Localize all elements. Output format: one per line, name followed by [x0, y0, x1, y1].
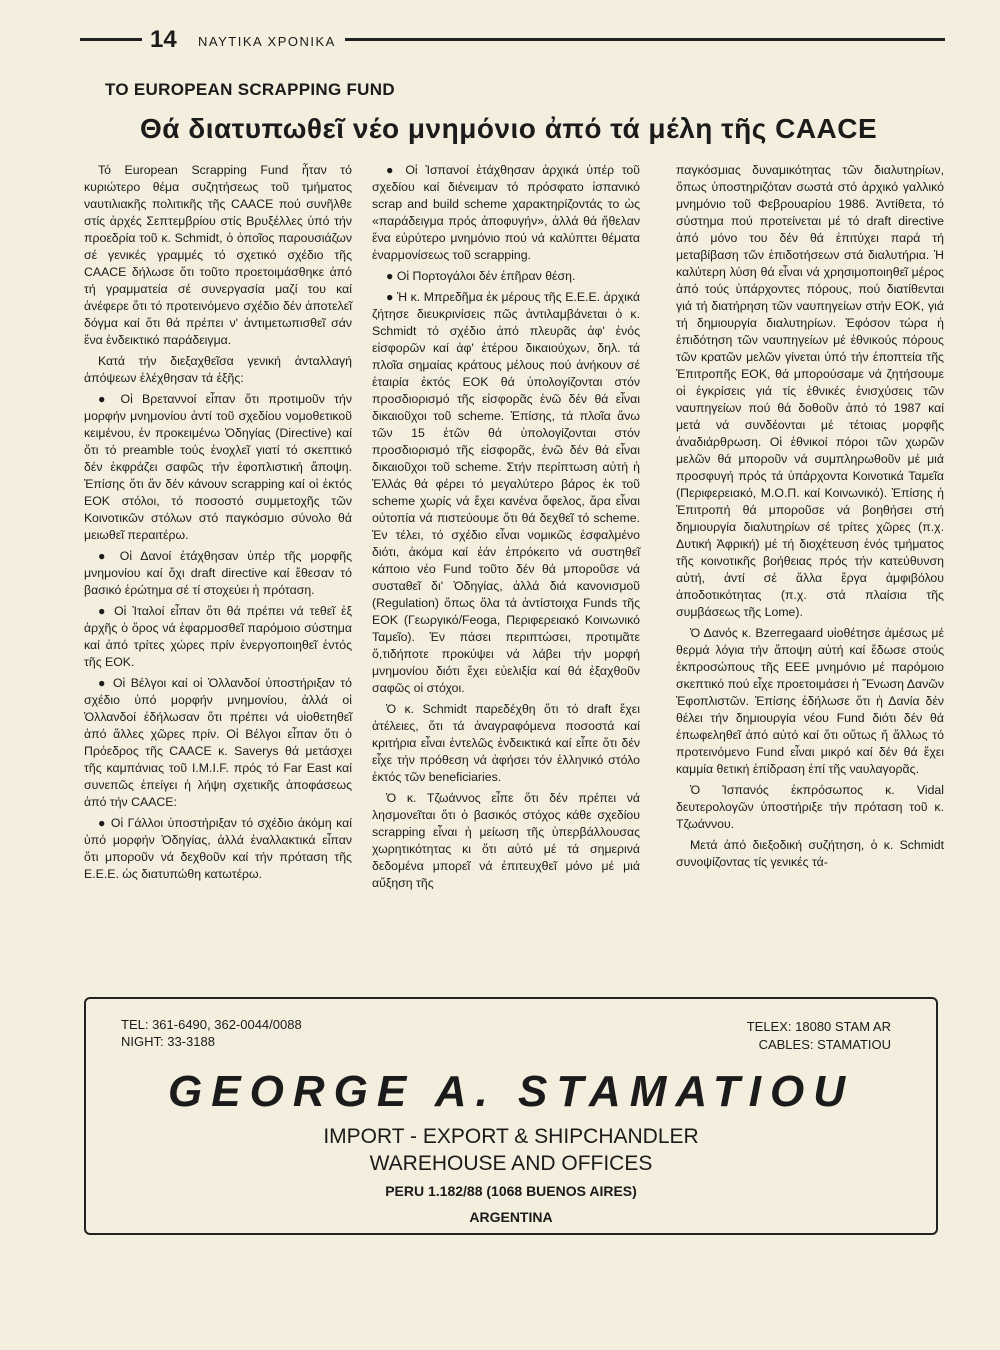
paragraph: Ὁ κ. Schmidt παρεδέχθη ὅτι τό draft ἔχει ἀτέλειες, ὅτι τά ἀναγραφόμενα ποσοστά καί κριτήρια εἶναι ἐντελῶς ἐνδεικτικά καί εἶπε ὅτι δέν εἶχε τήν πρόθεση νά ἀφήσει τόν ἑλληνικό στόλο ἐκτός τῶν beneficiaries.: [372, 702, 640, 784]
header-rule-left: [80, 38, 142, 41]
ad-telex: TELEX: 18080 STAM AR: [746, 1019, 891, 1034]
ad-night-phone: NIGHT: 33-3188: [121, 1034, 215, 1049]
paragraph: ● Οἱ Δανοί ἐτάχθησαν ὑπέρ τῆς μορφῆς μνημονίου καί ὄχι draft directive καί ἔθεσαν τό βασικό ἐρώτημα σέ τί στοχεύει ἡ πρόταση.: [84, 549, 352, 597]
magazine-title: ΝΑΥΤΙΚΑ ΧΡΟΝΙΚΑ: [198, 34, 336, 49]
paragraph: ● Οἱ Ἰσπανοί ἐτάχθησαν ἀρχικά ὑπέρ τοῦ σχεδίου καί διένειμαν τό πρόσφατο ἰσπανικό scrap and build scheme χαρακτηρίζοντάς το ὡς «παράδειγμα πρός ἀποφυγήν», ἀλλά θά ἤθελαν ἕνα εὐρύτερο μνημόνιο πού νά καλύπτει θέματα ἐναρμονίσεως τοῦ scrapping.: [372, 163, 640, 262]
ad-cables: CABLES: STAMATIOU: [758, 1037, 891, 1052]
article-column-2: [372, 162, 640, 896]
ad-telephone: TEL: 361-6490, 362-0044/0088: [121, 1017, 302, 1032]
ad-company-name: GEORGE A. STAMATIOU: [168, 1067, 854, 1116]
ad-country: ARGENTINA: [469, 1209, 553, 1225]
paragraph: Ὁ Δανός κ. Bzerregaard υἱοθέτησε ἀμέσως μέ θερμά λόγια τήν ἄποψη αὐτή καί ἔδωσε στούς ἐκπροσώπους τῆς ΕΕΕ μνημόνιο μέ παρόμοιο σκεπτικό πού εἶχε προετοιμάσει ἡ Ἕνωση Δανῶν Ἐφοπλιστῶν. Ἐπίσης ἐδήλωσε ὅτι ἡ Δανία δέν θέλει τήν δημιουργία νέου Fund διότι δέν θά ἐπωφεληθεῖ ἀπό αὐτό καί ὅτι οὕτως ἤ ἄλλως τό προτεινόμενο Fund εἶναι μικρό καί δέν θά ἔχει καμμία θετική ἐπίδραση ἐπί τῆς ναυλαγορᾶς.: [676, 626, 944, 776]
paragraph: Κατά τήν διεξαχθεῖσα γενική ἀνταλλαγή ἀπόψεων ἐλέχθησαν τά ἑξῆς:: [84, 354, 352, 385]
paragraph: ● Οἱ Βρεταννοί εἶπαν ὅτι προτιμοῦν τήν μορφήν μνημονίου ἀντί τοῦ σχεδίου νομοθετικοῦ κειμένου, ἐν προκειμένω Ὁδηγίας (Directive) καί ὅτι τό preamble τούς ἐνοχλεῖ γιατί τό σκεπτικό δέν ἐκφράζει σαφῶς τήν ἐφοπλιστική ἄποψη. Ἐπίσης ὅτι ἄν δέν κάνουν scrapping καί οἱ ἐκτός ΕΟΚ στόλοι, τό ποσοστό συμμετοχῆς τῶν Κοινοτικῶν στόλων στό παγκόσμιο σύνολο θά μειωθεῖ περαιτέρω.: [84, 392, 352, 542]
paragraph: ● Ἡ κ. Μπρεδῆμα ἐκ μέρους τῆς Ε.Ε.Ε. ἀρχικά ζήτησε διευκρινίσεις πῶς ἀντιλαμβάνεται ὁ κ. Schmidt τό σχέδιο ἀπό πλευρᾶς ἀφ' ἑνός εἰσφορῶν καί ἀφ' ἑτέρου δικαιούχων, δηλ. τά πλοῖα σημαίας κράτους μέλους πού ἀνήκουν σέ ἑταιρία ἐκτός ΕΟΚ θά ὑπολογίζονται στόν προσδιορισμό τῆς εἰσφορᾶς ἐνῶ δέν θά εἶναι δικαιοῦχοι τοῦ scheme. Ἐπίσης, τά πλοῖα ἄνω τῶν 15 ἐτῶν θά ὑπολογίζονται στόν προσδιορισμό τῆς εἰσφορᾶς, ἐνῶ δέν θά εἶναι δικαιοῦχοι τοῦ scheme. Στήν περίπτωση αὐτή ἡ Ἑλλάς θά φέρει τό μεγαλύτερο βάρος ἐκ τοῦ scheme χωρίς νά ἔχει κανένα ὄφελος, ἄρα εἶναι οὐτοπία νά πιστεύουμε ὅτι θά δεχθεῖ τό scheme. Ἐν τέλει, τό σχέδιο εἶναι νομικῶς ἐσφαλμένο διότι, ἀκόμα καί ἐάν ἐπρόκειτο νά συστηθεῖ κάποιο νέο Fund τοῦτο δέν θά μποροῦσε νά συσταθεῖ δι' Ὁδηγίας, ἀλλά διά κανονισμοῦ (Regulation) ὅπως ὅλα τά ἀντίστοιχα Funds τῆς ΕΟΚ (Γεωργικό/Feoga, Περιφερειακό Κοινωνικό Ταμεῖο). Ἐν πάσει περιπτώσει, προτιμᾶτε ὅ,τιδήποτε προκύψει νά λάβει τήν μορφή μνημονίου διότι ἔχει εὐελιξία καί θά ἐξαχθοῦν σαφῶς οἱ στόχοι.: [372, 290, 640, 695]
ad-address: PERU 1.182/88 (1068 BUENOS AIRES): [385, 1183, 637, 1199]
paragraph: ● Οἱ Ἰταλοί εἶπαν ὅτι θά πρέπει νά τεθεῖ ἐξ ἀρχῆς ὁ ὅρος νά ἐφαρμοσθεῖ παρόμοιο σύστημα καί ἀπό τρίτες χώρες πρίν ἐνεργοποιηθεῖ ἐντός τῆς ΕΟΚ.: [84, 604, 352, 669]
paragraph: ● Οἱ Βέλγοι καί οἱ Ὁλλανδοί ὑποστήριξαν τό σχέδιο ὑπό μορφήν μνημονίου, ἀλλά οἱ Ὁλλανδοί ἐδήλωσαν ὅτι πρέπει νά υἱοθετηθεῖ ἀπό ἄλλες χῶρες πρίν. Οἱ Βέλγοι εἶπαν ὅτι ὁ Πρόεδρος τῆς CAACE κ. Saverys θά μετάσχει τῆς καμπάνιας τοῦ I.M.I.F. πρός τό Far East καί συνεπῶς ἐπείγει ἡ λήψη σχετικῆς ἀποφάσεως ἀπό τήν CAACE:: [84, 676, 352, 809]
paragraph: παγκόσμιας δυναμικότητας τῶν διαλυτηρίων, ὅπως ὑποστηριζόταν σωστά στό ἀρχικό γαλλικό μνημόνιο τοῦ Φεβρουαρίου 1986. Ἀντίθετα, τό σύστημα πού προτείνεται μέ τό draft directive ἀπό μόνο του δέν θά ἐπιτύχει παρά τή μεταβίβαση τῶν ἐπιδοτήσεων στά διαλυτήρια. Ἡ καλύτερη λύση θά εἶναι νά χρησιμοποιηθεῖ μέρος ἀπό τούς ὑπάρχοντες πόρους, πού διατίθενται γιά τή διατήρηση τῶν ναυπηγείων στήν ΕΟΚ, γιά τή δημιουργία διαλυτηρίων. Ἐφόσον τώρα ἡ ἐπιδότηση τῶν ναυπηγείων μέ ἐθνικούς πόρους τῶν κρατῶν μελῶν γίνεται ὑπό τήν ἐποπτεία τῆς Ἐπιτροπῆς ΕΟΚ, θά μπορούσαμε νά ζητήσουμε οἱ ἐγκρίσεις γιά τίς ἐθνικές ἐνισχύσεις τῶν ναυπηγείων πού θά δοθοῦν ἀπό τό 1987 καί μετά νά συνδέονται μέ τέτοιας μορφῆς ἀναδιάρθρωση. Οἱ ἐθνικοί πόροι τῶν χωρῶν μελῶν θά μποροῦν νά συμπληρωθοῦν μέ μιά προσφυγή πρός τά ὑπάρχοντα Κοινοτικά Ταμεῖα (Περιφερειακό, Μ.Ο.Π. καί Κοινωνικό). Ἐπίσης ἡ Ἐπιτροπή θά μποροῦσε νά βοηθήσει στή δημιουργία διαλυτηρίων σέ τρίτες χῶρες (π.χ. Δυτική Ἀφρική) μέ τή διοχέτευση ἑνός τμήματος τῆς κοινοτικῆς βοήθειας πρός τήν κατεύθυνση αὐτή, ἀντί σέ ἄλλα ἔργα ἀμφιβόλου ἀποδοτικότητας (π.χ. στά πλαίσια τῆς συμβάσεως τῆς Lome).: [676, 163, 944, 619]
article-column-3: [676, 162, 944, 875]
paragraph: ● Οἱ Πορτογάλοι δέν ἐπῆραν θέση.: [386, 269, 576, 283]
ad-warehouse-line: WAREHOUSE AND OFFICES: [369, 1152, 653, 1175]
header-rule-right: [345, 38, 945, 41]
advertisement-box: [84, 997, 938, 1235]
paragraph: Μετά ἀπό διεξοδική συζήτηση, ὁ κ. Schmidt συνοψίζοντας τίς γενικές τά-: [676, 838, 944, 869]
article-column-1: [84, 162, 352, 887]
paragraph: Ὁ Ἰσπανός ἐκπρόσωπος κ. Vidal δευτερολογῶν ὑποστήριξε τήν πρόταση τοῦ κ. Τζωάννου.: [676, 783, 944, 831]
page-number: 14: [150, 26, 177, 53]
paragraph: Ὁ κ. Τζωάννος εἶπε ὅτι δέν πρέπει νά λησμονεῖται ὅτι ὁ βασικός στόχος κάθε σχεδίου scrapping εἶναι ἡ μείωση τῆς ὑπερβάλλουσας χωρητικότητας κι ὅτι αὐτό μέ τά σημερινά δεδομένα μπορεῖ νά ἐπιτευχθεῖ μόνο μέ μιά αὔξηση τῆς: [372, 791, 640, 890]
paragraph: ● Οἱ Γάλλοι ὑποστήριξαν τό σχέδιο ἀκόμη καί ὑπό μορφήν Ὁδηγίας, ἀλλά ἐναλλακτικά εἶπαν ὅτι μποροῦν νά δεχθοῦν καί τήν πρόταση τῆς Ε.Ε.Ε. ὡς διατυπώθη κατωτέρω.: [84, 816, 352, 881]
article-kicker: ΤΟ EUROPEAN SCRAPPING FUND: [105, 80, 395, 99]
ad-business-line: IMPORT - EXPORT & SHIPCHANDLER: [323, 1125, 699, 1148]
paragraph: Τό European Scrapping Fund ἦταν τό κυριώτερο θέμα συζητήσεως τοῦ τμήματος ναυτιλιακῆς πολιτικῆς τῆς CAACE πού συνῆλθε στίς ἀρχές Σεπτεμβρίου στίς Βρυξέλλες ὑπό τήν προεδρία τοῦ κ. Schmidt, ὁ ὁποῖος παρουσιάζων σέ γενικές γραμμές τό σχετικό σχέδιο τῆς CAACE δήλωσε ὅτι τοῦτο προετοιμάσθηκε ἀπό τή γραμματεία σέ συνεργασία μαζί του καί ἀνέφερε ὅτι τό προτεινόμενο σχέδιο δέν ἀποτελεῖ δόγμα καί ὅτι θά πρέπει ν' ἀντιμετωπισθεῖ σάν ἕνα ἐνδεικτικό παράδειγμα.: [84, 163, 352, 347]
article-headline: Θά διατυπωθεῖ νέο μνημόνιο ἀπό τά μέλη τῆς CAACE: [140, 113, 878, 144]
